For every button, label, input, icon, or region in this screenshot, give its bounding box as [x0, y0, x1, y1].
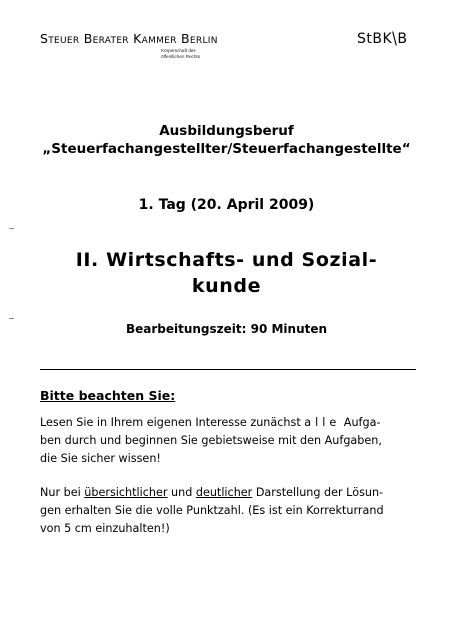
underlined-text: deutlicher [195, 486, 253, 499]
stbkb-logo [357, 31, 408, 47]
profession-title: „Steuerfachangestellter/Steuerfachangestellte“ [42, 141, 411, 157]
text-run: Nur bei [40, 486, 85, 499]
notice-heading: Bitte beachten Sie: [40, 388, 176, 403]
logo-slash: \ [392, 29, 398, 49]
logo-text-end: B [397, 31, 408, 47]
organization-subtitle-line2: öffentlichen Rechts [161, 54, 200, 59]
emphasis-text: alle [304, 416, 341, 429]
exam-subject-line1: II. Wirtschafts- und Sozial- [75, 249, 378, 271]
logo-text-main: StBK [357, 31, 393, 47]
paragraph-line: gen erhalten Sie die volle Punktzahl. (Es ist ein Korrekturrand [40, 504, 384, 517]
exam-subject-heading [0, 247, 453, 299]
margin-mark [9, 318, 14, 319]
notice-paragraph-2 [40, 484, 416, 538]
exam-subject-line2: kunde [191, 275, 262, 297]
paragraph-line [40, 484, 416, 502]
exam-day: 1. Tag (20. April 2009) [138, 197, 315, 213]
paragraph-line: ben durch und beginnen Sie gebietsweise mit den Aufgaben, [40, 434, 382, 447]
organization-name: Steuer Berater Kammer Berlin [40, 31, 218, 46]
organization-subtitle-line1: Körperschaft des [161, 48, 196, 53]
processing-time: Bearbeitungszeit: 90 Minuten [125, 322, 328, 336]
underlined-text: übersichtlicher [84, 486, 168, 499]
text-run: Lesen Sie in Ihrem eigenen Interesse zunächst [40, 416, 305, 429]
profession-label: Ausbildungsberuf [159, 123, 294, 139]
paragraph-line: die Sie sicher wissen! [40, 452, 161, 465]
notice-paragraph-1 [40, 414, 416, 468]
organization-subtitle [161, 48, 200, 60]
paragraph-line [40, 414, 416, 432]
paragraph-line: von 5 cm einzuhalten!) [40, 522, 170, 535]
text-run: Aufga- [340, 416, 381, 429]
text-run: Darstellung der Lösun- [252, 486, 384, 499]
divider [40, 369, 416, 370]
margin-mark [9, 228, 14, 229]
text-run: und [167, 486, 196, 499]
